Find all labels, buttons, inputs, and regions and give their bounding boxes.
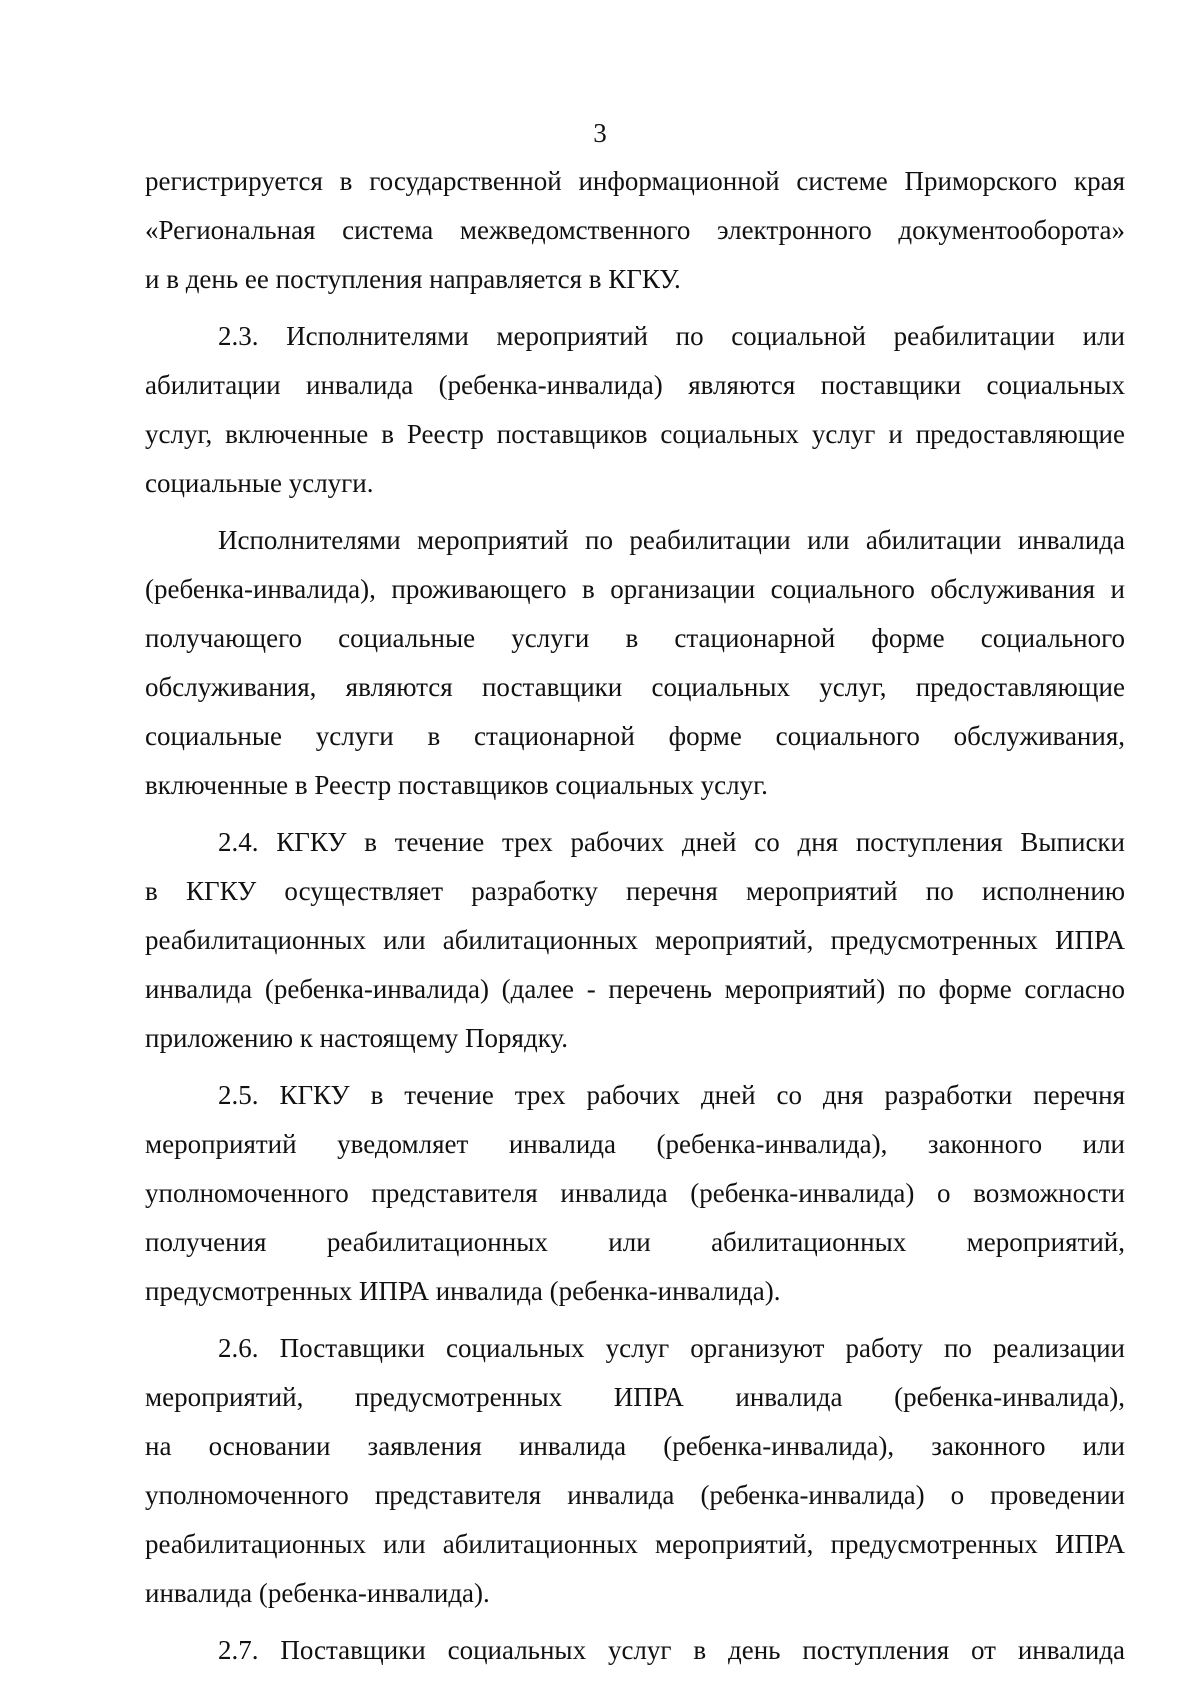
text-line: абилитации инвалида (ребенка-инвалида) являются поставщики социальных bbox=[145, 370, 1125, 400]
text-line: и в день ее поступления направляется в КГКУ. bbox=[145, 264, 681, 294]
paragraph-p2_4 bbox=[145, 818, 1125, 1063]
paragraph-p2_3b bbox=[145, 516, 1125, 810]
paragraph-p2_6 bbox=[145, 1324, 1125, 1618]
text-line: 2.5. КГКУ в течение трех рабочих дней со дня разработки перечня bbox=[218, 1080, 1125, 1110]
text-line: (ребенка-инвалида), проживающего в организации социального обслуживания и bbox=[145, 574, 1125, 604]
text-line: 2.6. Поставщики социальных услуг организуют работу по реализации bbox=[218, 1333, 1125, 1363]
paragraph-p2_3 bbox=[145, 312, 1125, 508]
text-line: мероприятий, предусмотренных ИПРА инвалида (ребенка-инвалида), bbox=[145, 1382, 1125, 1412]
text-line: получающего социальные услуги в стационарной форме социального bbox=[145, 623, 1125, 653]
paragraph-intro bbox=[145, 157, 1125, 304]
text-line: приложению к настоящему Порядку. bbox=[145, 1023, 568, 1053]
text-line: 2.4. КГКУ в течение трех рабочих дней со дня поступления Выписки bbox=[218, 827, 1125, 857]
text-line: Исполнителями мероприятий по реабилитации или абилитации инвалида bbox=[218, 525, 1125, 555]
text-line: уполномоченного представителя инвалида (ребенка-инвалида) о проведении bbox=[145, 1480, 1125, 1510]
text-line: реабилитационных или абилитационных мероприятий, предусмотренных ИПРА bbox=[145, 925, 1125, 955]
text-line: 2.7. Поставщики социальных услуг в день поступления от инвалида bbox=[218, 1635, 1125, 1665]
document-body bbox=[145, 157, 1125, 1675]
text-line: уполномоченного представителя инвалида (ребенка-инвалида) о возможности bbox=[145, 1178, 1125, 1208]
text-line: обслуживания, являются поставщики социальных услуг, предоставляющие bbox=[145, 672, 1125, 702]
text-line: на основании заявления инвалида (ребенка-инвалида), законного или bbox=[145, 1431, 1125, 1461]
text-line: реабилитационных или абилитационных мероприятий, предусмотренных ИПРА bbox=[145, 1529, 1125, 1559]
paragraph-p2_5 bbox=[145, 1071, 1125, 1316]
text-line: предусмотренных ИПРА инвалида (ребенка-инвалида). bbox=[145, 1276, 781, 1306]
text-line: социальные услуги. bbox=[145, 468, 374, 498]
text-line: мероприятий уведомляет инвалида (ребенка-инвалида), законного или bbox=[145, 1129, 1125, 1159]
text-line: социальные услуги в стационарной форме социального обслуживания, bbox=[145, 721, 1125, 751]
text-line: услуг, включенные в Реестр поставщиков социальных услуг и предоставляющие bbox=[145, 419, 1125, 449]
text-line: «Региональная система межведомственного электронного документооборота» bbox=[145, 215, 1125, 245]
text-line: инвалида (ребенка-инвалида). bbox=[145, 1578, 490, 1608]
text-line: регистрируется в государственной информационной системе Приморского края bbox=[145, 166, 1125, 196]
text-line: включенные в Реестр поставщиков социальных услуг. bbox=[145, 770, 768, 800]
text-line: получения реабилитационных или абилитационных мероприятий, bbox=[145, 1227, 1125, 1257]
text-line: в КГКУ осуществляет разработку перечня мероприятий по исполнению bbox=[145, 876, 1125, 906]
paragraph-p2_7 bbox=[145, 1626, 1125, 1675]
page-number: 3 bbox=[593, 118, 607, 148]
text-line: 2.3. Исполнителями мероприятий по социальной реабилитации или bbox=[218, 321, 1125, 351]
text-line: инвалида (ребенка-инвалида) (далее - перечень мероприятий) по форме согласно bbox=[145, 974, 1125, 1004]
